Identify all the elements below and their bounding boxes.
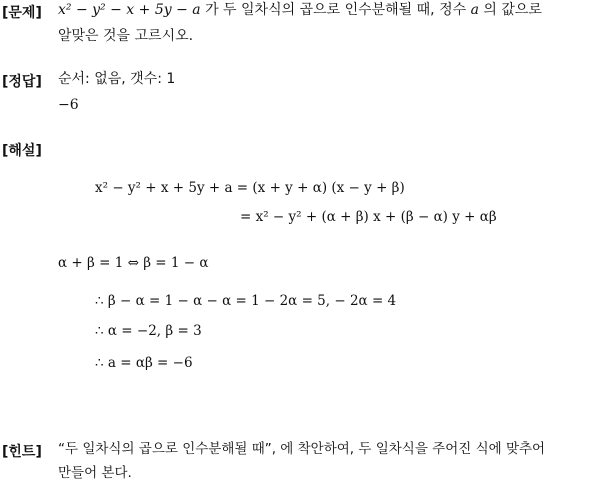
hint-line-2: 만들어 본다. — [58, 465, 132, 481]
answer-value: −6 — [58, 97, 79, 113]
hint-tag: [힌트] — [2, 444, 42, 460]
solution-equation-5: ∴ α = −2, β = 3 — [95, 323, 202, 339]
problem-line-2: 알맞은 것을 고르시오. — [58, 28, 194, 44]
answer-order-count: 순서: 없음, 갯수: 1 — [58, 71, 176, 87]
solution-equation-4: ∴ β − α = 1 − α − α = 1 − 2α = 5, − 2α = 4 — [95, 293, 397, 309]
solution-equation-1: x² − y² + x + 5y + a = (x + y + α) (x − y + β) — [95, 180, 405, 196]
problem-line-1 — [58, 0, 542, 22]
solution-tag: [해설] — [2, 143, 42, 159]
answer-tag: [정답] — [2, 74, 42, 90]
solution-equation-3: α + β = 1 ⇔ β = 1 − α — [58, 255, 209, 271]
solution-equation-2: = x² − y² + (α + β) x + (β − α) y + αβ — [240, 209, 497, 225]
problem-variable-a: a — [470, 2, 479, 18]
problem-expression: x² − y² − x + 5y − a — [58, 2, 201, 18]
problem-text-2: 의 값으로 — [478, 2, 542, 18]
hint-line-1: “두 일차식의 곱으로 인수분해될 때”, 에 착안하여, 두 일차식을 주어진 식에 맞추어 — [58, 441, 546, 457]
problem-tag: [문제] — [2, 5, 42, 21]
solution-equation-6: ∴ a = αβ = −6 — [95, 355, 193, 371]
problem-text-1: 가 두 일차식의 곱으로 인수분해될 때, 정수 — [200, 2, 471, 18]
